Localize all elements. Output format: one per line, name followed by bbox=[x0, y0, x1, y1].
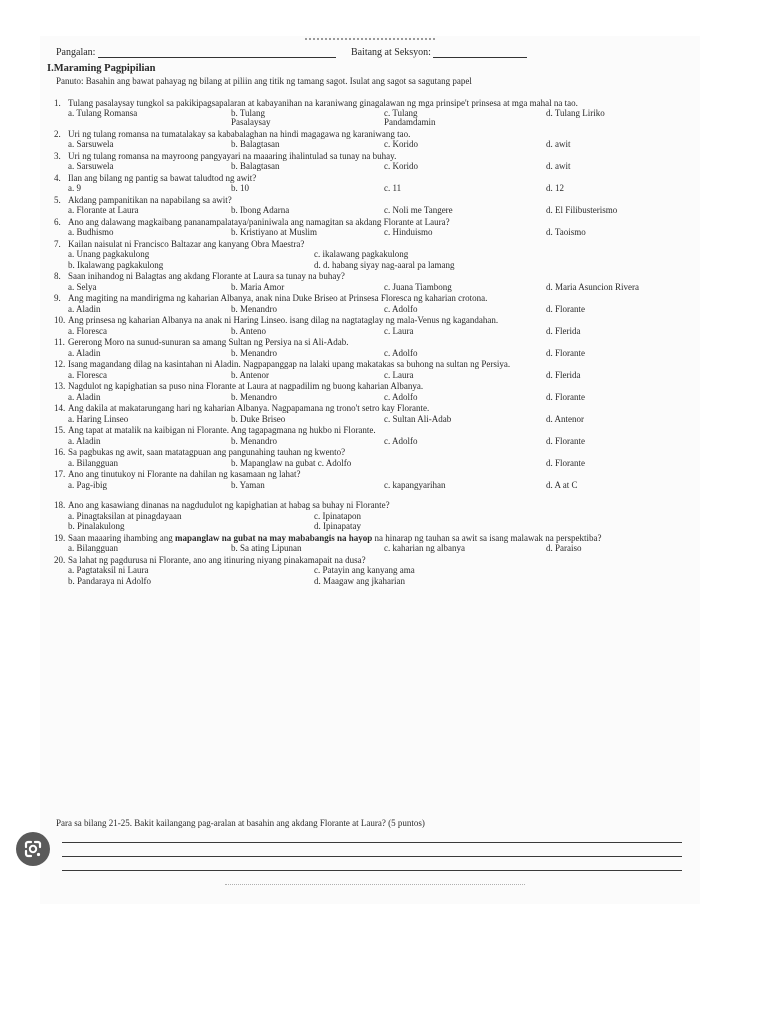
answer-choice: d. Antenor bbox=[546, 413, 584, 424]
question-item bbox=[54, 425, 694, 446]
question-number: 10. bbox=[54, 315, 66, 325]
answer-choice: d. Tulang Liriko bbox=[546, 107, 605, 118]
name-blank bbox=[98, 57, 336, 58]
answer-choice: b. Ibong Adarna bbox=[231, 205, 290, 215]
answer-choice: c. Adolfo bbox=[384, 435, 418, 446]
answer-choice: a. Sarsuwela bbox=[68, 161, 114, 171]
answer-choice: d. awit bbox=[546, 161, 571, 171]
question-stem: Ilan ang bilang ng pantig sa bawat taludtod ng awit? bbox=[68, 172, 257, 183]
question-item bbox=[54, 447, 694, 468]
choice-row bbox=[66, 576, 694, 587]
question-stem: Tulang pasalaysay tungkol sa pakikipagsapalaran at kabayanihan na karaniwang ginagalawan ng mga prinsipe't prinsesa at mga mahal na tao. bbox=[68, 98, 578, 108]
choice-row bbox=[66, 348, 694, 359]
choice-row bbox=[66, 282, 694, 293]
question-stem: Nagdulot ng kapighatian sa puso nina Florante at Laura at nagpadilim ng buong kaharian Albanya. bbox=[68, 381, 424, 391]
question-number: 17. bbox=[54, 469, 66, 479]
choice-row bbox=[66, 414, 694, 425]
answer-choice: b. Balagtasan bbox=[231, 161, 280, 171]
answer-choice: a. Bilangguan bbox=[68, 457, 118, 468]
question-stem: Gererong Moro na sunud-sunuran sa amang Sultan ng Persiya na si Ali-Adab. bbox=[68, 337, 349, 347]
answer-line bbox=[62, 870, 682, 871]
question-number: 9. bbox=[54, 293, 61, 303]
choice-row bbox=[66, 480, 694, 491]
choice-row bbox=[66, 260, 694, 271]
answer-choice: d. El Filibusterismo bbox=[546, 205, 618, 215]
answer-choice: c. Noli me Tangere bbox=[384, 205, 453, 215]
answer-choice: d. Florante bbox=[546, 457, 585, 468]
answer-choice: a. Pag-ibig bbox=[68, 479, 107, 490]
question-number: 11. bbox=[54, 337, 65, 347]
choice-row bbox=[66, 139, 694, 150]
answer-choice: a. Pinagtaksilan at pinagdayaan bbox=[68, 510, 182, 521]
question-number: 12. bbox=[54, 359, 66, 369]
answer-choice: c. Korido bbox=[384, 139, 418, 149]
question-stem bbox=[68, 533, 694, 544]
answer-choice: c. Hinduismo bbox=[384, 227, 433, 237]
question-stem: Ano ang kasawiang dinanas na nagdudulot ng kapighatian at habag sa buhay ni Florante? bbox=[68, 500, 390, 510]
question-number: 6. bbox=[54, 216, 61, 227]
question-item bbox=[54, 403, 694, 424]
question-stem: Ano ang tinutukoy ni Florante na dahilan ng kasamaan ng lahat? bbox=[68, 469, 301, 479]
answer-choice: c. Laura bbox=[384, 369, 414, 380]
answer-choice: b. Anteno bbox=[231, 325, 266, 336]
answer-choice: c. ikalawang pagkakulong bbox=[314, 249, 409, 259]
choice-row bbox=[66, 183, 694, 194]
answer-choice: d. d. habang siyay nag-aaral pa lamang bbox=[314, 259, 455, 270]
answer-choice: c. 11 bbox=[384, 183, 402, 193]
question-number: 19. bbox=[54, 532, 66, 543]
answer-choice: c. Adolfo bbox=[384, 391, 418, 402]
answer-choice: d. awit bbox=[546, 139, 571, 149]
answer-choice: b. Ikalawang pagkakulong bbox=[68, 259, 164, 270]
question-number: 18. bbox=[54, 500, 66, 510]
answer-choice: b. Duke Briseo bbox=[231, 413, 286, 424]
answer-choice: a. Selya bbox=[68, 281, 97, 292]
spacer bbox=[54, 491, 694, 500]
answer-choice: c. Tulang Pandamdamin bbox=[384, 107, 436, 127]
answer-choice: a. Haring Linseo bbox=[68, 413, 129, 424]
question-stem: Akdang pampanitikan na napabilang sa awit? bbox=[68, 194, 232, 205]
choice-row bbox=[66, 543, 694, 554]
answer-choice: b. Tulang Pasalaysay bbox=[231, 107, 271, 127]
choice-row bbox=[66, 392, 694, 403]
answer-choice: c. Adolfo bbox=[384, 303, 418, 314]
question-item bbox=[54, 239, 694, 271]
answer-choice: d. Florante bbox=[546, 347, 585, 358]
faded-bottom-text bbox=[225, 884, 525, 885]
answer-choice: c. Adolfo bbox=[384, 347, 418, 358]
answer-choice: b. Kristiyano at Muslim bbox=[231, 227, 317, 237]
answer-choice: b. Sa ating Lipunan bbox=[231, 543, 302, 553]
answer-choice: a. Pagtataksil ni Laura bbox=[68, 565, 149, 575]
question-item bbox=[54, 359, 694, 380]
answer-choice: b. Menandro bbox=[231, 391, 277, 402]
answer-choice: b. Mapanglaw na gubat c. Adolfo bbox=[231, 457, 352, 468]
choice-row bbox=[66, 458, 694, 469]
answer-choice: d. Paraiso bbox=[546, 543, 582, 553]
answer-choice: d. Ipinapatay bbox=[314, 521, 361, 531]
choice-row bbox=[66, 161, 694, 172]
question-list bbox=[54, 98, 694, 587]
question-number: 2. bbox=[54, 128, 61, 139]
question-number: 4. bbox=[54, 172, 61, 183]
answer-choice: d. Florante bbox=[546, 435, 585, 446]
answer-choice: a. Budhismo bbox=[68, 227, 114, 237]
answer-choice: a. Floresca bbox=[68, 325, 107, 336]
answer-choice: d. Flerida bbox=[546, 369, 581, 380]
answer-choice: b. Menandro bbox=[231, 347, 277, 358]
answer-choice: b. Yaman bbox=[231, 479, 265, 490]
question-item bbox=[54, 381, 694, 402]
question-stem: Sa pagbukas ng awit, saan matatagpuan ang pangunahing tauhan ng kwento? bbox=[68, 447, 346, 457]
question-stem: Sa lahat ng pagdurusa ni Florante, ano ang itinuring niyang pinakamapait na dusa? bbox=[68, 554, 366, 565]
question-number: 14. bbox=[54, 403, 66, 413]
choice-row bbox=[66, 565, 694, 576]
choice-row bbox=[66, 436, 694, 447]
answer-choice: d. 12 bbox=[546, 183, 564, 193]
question-item bbox=[54, 151, 694, 172]
answer-choice: c. Laura bbox=[384, 325, 414, 336]
question-stem: Ang prinsesa ng kaharian Albanya na anak ni Haring Linseo. isang dilag na nagtataglay ng mala-Venus ng kagandahan. bbox=[68, 315, 499, 325]
question-stem-part: Saan maaaring ihambing ang bbox=[68, 532, 175, 543]
question-item bbox=[54, 533, 694, 554]
question-item bbox=[54, 217, 694, 238]
answer-choice: c. Sultan Ali-Adab bbox=[384, 413, 452, 424]
choice-row bbox=[66, 370, 694, 381]
answer-choice: a. Aladin bbox=[68, 391, 101, 402]
name-label: Pangalan: bbox=[56, 47, 96, 58]
choice-row bbox=[66, 326, 694, 337]
answer-choice: c. Korido bbox=[384, 161, 418, 171]
question-number: 15. bbox=[54, 425, 66, 435]
section-title: I.Maraming Pagpipilian bbox=[47, 63, 156, 74]
answer-choice: c. kapangyarihan bbox=[384, 479, 446, 490]
student-header bbox=[56, 47, 616, 58]
answer-choice: c. kaharian ng albanya bbox=[384, 543, 465, 553]
question-stem: Ano ang dalawang magkaibang pananampalataya/paniniwala ang namagitan sa akdang Florante at Laura? bbox=[68, 216, 450, 227]
question-stem: Isang magandang dilag na kasintahan ni Aladin. Nagpapanggap na lalaki upang makatakas sa buhong na sultan ng Persiya. bbox=[68, 359, 511, 369]
answer-choice: c. Juana Tiambong bbox=[384, 281, 452, 292]
choice-row bbox=[66, 227, 694, 238]
answer-choice: d. Maagaw ang jkaharian bbox=[314, 575, 405, 586]
answer-choice: d. Flerida bbox=[546, 325, 581, 336]
choice-row bbox=[66, 249, 694, 260]
answer-choice: a. Florante at Laura bbox=[68, 205, 139, 215]
answer-choice: a. Floresca bbox=[68, 369, 107, 380]
question-stem: Saan inihandog ni Balagtas ang akdang Florante at Laura sa tunay na buhay? bbox=[68, 271, 345, 281]
answer-choice: b. Menandro bbox=[231, 303, 277, 314]
answer-choice: a. Aladin bbox=[68, 435, 101, 446]
question-item bbox=[54, 195, 694, 216]
answer-choice: d. Florante bbox=[546, 391, 585, 402]
answer-choice: a. Unang pagkakulong bbox=[68, 249, 150, 259]
question-stem: Uri ng tulang romansa na mayroong pangyayari na maaaring ihalintulad sa tunay na buhay. bbox=[68, 150, 397, 161]
grade-section-label: Baitang at Seksyon: bbox=[350, 47, 431, 58]
answer-choice: d. Maria Asuncion Rivera bbox=[546, 281, 639, 292]
question-item bbox=[54, 271, 694, 292]
directions: Panuto: Basahin ang bawat pahayag ng bilang at piliin ang titik ng tamang sagot. Isulat ang sagot sa sagutang papel bbox=[56, 76, 472, 86]
answer-choice: b. Balagtasan bbox=[231, 139, 280, 149]
question-item bbox=[54, 173, 694, 194]
question-item bbox=[54, 469, 694, 490]
answer-choice: b. Antenor bbox=[231, 369, 269, 380]
answer-choice: b. Pinalakulong bbox=[68, 521, 125, 531]
question-stem-part: na hinarap ng tauhan sa awit sa isang malawak na perspektiba? bbox=[372, 532, 602, 543]
answer-line bbox=[62, 842, 682, 843]
question-number: 20. bbox=[54, 554, 66, 565]
question-stem-part: mapanglaw na gubat na may mababangis na hayop bbox=[174, 532, 373, 543]
question-item bbox=[54, 555, 694, 587]
question-number: 1. bbox=[54, 98, 61, 108]
question-number: 3. bbox=[54, 150, 61, 161]
question-number: 8. bbox=[54, 271, 61, 281]
question-number: 13. bbox=[54, 381, 66, 391]
answer-choice: a. Tulang Romansa bbox=[68, 107, 138, 118]
question-stem: Kailan naisulat ni Francisco Baltazar ang kanyang Obra Maestra? bbox=[68, 238, 305, 249]
question-stem: Ang dakila at makatarungang hari ng kaharian Albanya. Nagpapamana ng trono't setro kay Florante. bbox=[68, 403, 430, 413]
answer-choice: c. Ipinatapon bbox=[314, 510, 361, 521]
answer-choice: b. Maria Amor bbox=[231, 281, 285, 292]
question-number: 7. bbox=[54, 238, 61, 249]
question-item bbox=[54, 337, 694, 358]
answer-choice: b. Pandaraya ni Adolfo bbox=[68, 575, 151, 586]
question-item bbox=[54, 98, 694, 128]
answer-choice: b. 10 bbox=[231, 183, 249, 193]
question-stem: Uri ng tulang romansa na tumatalakay sa kababalaghan na hindi magagawa ng karaniwang tao. bbox=[68, 128, 411, 139]
question-stem: Ang magiting na mandirigma ng kaharian Albanya, anak nina Duke Briseo at Prinsesa Floresca ng kaharian crotona. bbox=[68, 293, 488, 303]
question-item bbox=[54, 500, 694, 532]
answer-choice: d. Taoismo bbox=[546, 227, 586, 237]
question-item bbox=[54, 129, 694, 150]
question-item bbox=[54, 315, 694, 336]
answer-choice: c. Patayin ang kanyang ama bbox=[314, 565, 415, 575]
answer-choice: a. Sarsuwela bbox=[68, 139, 114, 149]
answer-choice: a. Bilangguan bbox=[68, 543, 118, 553]
google-lens-icon[interactable] bbox=[16, 832, 50, 866]
answer-choice: d. Florante bbox=[546, 303, 585, 314]
question-item bbox=[54, 293, 694, 314]
choice-row bbox=[66, 304, 694, 315]
answer-line bbox=[62, 856, 682, 857]
essay-prompt: Para sa bilang 21-25. Bakit kailangang pag-aralan at basahin ang akdang Florante at Laura? (5 puntos) bbox=[56, 818, 425, 828]
faded-top-text bbox=[305, 38, 435, 46]
question-stem: Ang tapat at matalik na kaibigan ni Florante. Ang tagapagmana ng hukbo ni Florante. bbox=[68, 425, 376, 435]
answer-choice: a. Aladin bbox=[68, 303, 101, 314]
choice-row bbox=[66, 511, 694, 522]
answer-choice: a. 9 bbox=[68, 183, 81, 193]
grade-section-blank bbox=[433, 57, 527, 58]
question-number: 5. bbox=[54, 194, 61, 205]
answer-choice: b. Menandro bbox=[231, 435, 277, 446]
choice-row bbox=[66, 521, 694, 532]
question-number: 16. bbox=[54, 447, 66, 457]
choice-row bbox=[66, 109, 694, 128]
answer-choice: d. A at C bbox=[546, 479, 578, 490]
answer-choice: a. Aladin bbox=[68, 347, 101, 358]
choice-row bbox=[66, 205, 694, 216]
